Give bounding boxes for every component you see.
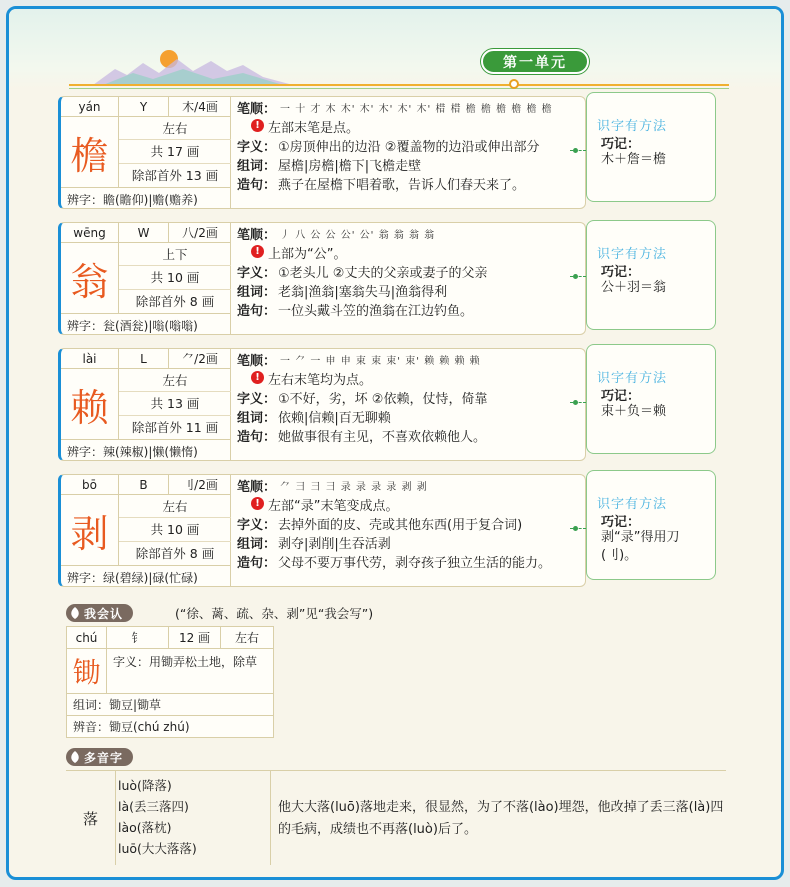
words-label: 组词： — [237, 537, 277, 552]
radical: 钅 — [107, 627, 169, 648]
char-structure-stack — [119, 369, 231, 439]
stroke-label: 笔顺： — [237, 480, 277, 495]
mountain-decoration-icon — [93, 41, 293, 87]
memo-label: 巧记： — [601, 137, 641, 152]
char-card-yan — [58, 96, 586, 209]
char-meta-row — [61, 475, 231, 495]
section-tag-label: 我会认 — [84, 606, 124, 621]
unit-badge: 第一单元 — [481, 49, 589, 74]
words: 剥夺|剥削|生吞活剥 — [278, 537, 391, 552]
connector-dot-icon — [573, 400, 578, 405]
except-radical: 除部首外 11 画 — [131, 420, 219, 436]
initial: Y — [119, 97, 169, 116]
char-info — [61, 475, 231, 586]
main-char: 赖 — [61, 369, 119, 439]
char-detail — [237, 478, 585, 573]
memo-formula: 剥“录”得用刀(刂)。 — [601, 530, 680, 563]
meaning: 去掉外面的皮、壳或其他东西(用于复合词) — [278, 518, 523, 533]
memo-title: 识字有方法 — [597, 371, 668, 386]
stroke-sequence: 一 ⺈ 一 申 申 束 束 束' 束' 赖 赖 赖 赖 — [280, 356, 481, 367]
memo-box — [586, 92, 716, 202]
char-card-weng — [58, 222, 586, 335]
sentence: 一位头戴斗笠的渔翁在江边钓鱼。 — [278, 304, 474, 319]
stroke-label: 笔顺： — [237, 228, 277, 243]
strokes-total: 共 17 画 — [119, 140, 231, 163]
words-label: 组词： — [237, 411, 277, 426]
char-detail — [237, 226, 585, 321]
main-char: 檐 — [61, 117, 119, 187]
except-radical: 除部首外 8 画 — [135, 294, 215, 310]
polyphone-sentence: 他大大落(luō)落地走来，很显然，为了不落(lào)埋怨，他改掉了丢三落(là)四的毛病，成绩也不再落(luò)后了。 — [278, 800, 724, 837]
radical: 刂/2画 — [182, 478, 218, 492]
memo-title: 识字有方法 — [597, 119, 668, 134]
radical: 八/2画 — [182, 226, 218, 240]
warning-icon: ! — [251, 245, 264, 258]
words: 老翁|渔翁|塞翁失马|渔翁得利 — [278, 285, 448, 300]
char-detail — [237, 352, 585, 447]
main-char: 锄 — [67, 649, 107, 693]
header-line — [69, 84, 729, 86]
structure: 左右 — [119, 117, 231, 140]
initial: W — [119, 223, 169, 242]
pinyin: chú — [67, 627, 107, 648]
char-structure-stack — [119, 495, 231, 565]
connector-dot-icon — [573, 526, 578, 531]
meaning-label: 字义： — [237, 266, 277, 281]
sentence-label: 造句： — [237, 178, 277, 193]
stroke-sequence: 一 十 才 木 木' 木' 木' 木' 木' 棤 棤 檐 檐 檐 檐 檐 檐 — [280, 104, 553, 115]
pinyin: yán — [61, 97, 119, 116]
memo-title: 识字有方法 — [597, 497, 668, 512]
polyphone-readings — [118, 775, 268, 859]
meaning: ①不好，劣，坏 ②依赖，仗恃，倚靠 — [278, 392, 488, 407]
warning-icon: ! — [251, 119, 264, 132]
char-structure-stack — [119, 243, 231, 313]
char-card-lai — [58, 348, 586, 461]
divider — [270, 771, 271, 865]
words: 组词：锄豆|锄草 — [67, 693, 273, 715]
char-info — [61, 223, 231, 334]
section-tag-label: 多音字 — [84, 750, 124, 765]
words: 屋檐|房檐|檐下|飞檐走壁 — [278, 159, 422, 174]
initial: L — [119, 349, 169, 368]
strokes-total: 12 画 — [169, 627, 221, 648]
memo-title: 识字有方法 — [597, 247, 668, 262]
warning-icon: ! — [251, 497, 264, 510]
meaning: ①房顶伸出的边沿 ②覆盖物的边沿或伸出部分 — [278, 140, 540, 155]
meaning: 字义：用锄弄松土地，除草 — [113, 655, 258, 669]
char-card-bo — [58, 474, 586, 587]
sentence-label: 造句： — [237, 304, 277, 319]
polyphone-char: 落 — [66, 771, 116, 865]
sentence: 父母不要万事代劳，剥夺孩子独立生活的能力。 — [278, 556, 552, 571]
char-meta-row — [61, 349, 231, 369]
reading-item: luò(降落) — [118, 778, 172, 793]
radical: ⺈/2画 — [182, 352, 218, 366]
memo-label: 巧记： — [601, 515, 641, 530]
sentence: 燕子在屋檐下唱着歌，告诉人们春天来了。 — [278, 178, 526, 193]
tip: 上部为“公”。 — [268, 247, 347, 262]
tip: 左部末笔是点。 — [268, 121, 360, 136]
structure: 左右 — [119, 369, 231, 392]
memo-label: 巧记： — [601, 389, 641, 404]
meaning: ①老头儿 ②丈夫的父亲或妻子的父亲 — [278, 266, 488, 281]
bianzi: 辨字：瞻(瞻仰)|赡(赡养) — [61, 187, 231, 210]
bianzi: 辨字：绿(碧绿)|碌(忙碌) — [61, 565, 231, 588]
reading-item: lào(落枕) — [118, 820, 172, 835]
memo-box — [586, 470, 716, 580]
structure: 左右 — [119, 495, 231, 518]
char-meta-row — [61, 223, 231, 243]
tip: 左部“录”末笔变成点。 — [268, 499, 399, 514]
reading-item: luō(大大落落) — [118, 841, 197, 856]
stroke-sequence: ⺈ ⺕ ⺕ 彐 录 录 录 录 剥 剥 — [280, 482, 428, 493]
meaning-label: 字义： — [237, 518, 277, 533]
pinyin: lài — [61, 349, 119, 368]
strokes-total: 共 10 画 — [119, 518, 231, 541]
meaning-label: 字义： — [237, 392, 277, 407]
reading-item: là(丢三落四) — [118, 799, 189, 814]
section-note: (“徐、蓠、疏、杂、剥”见“我会写”) — [175, 606, 374, 621]
connector-dot-icon — [573, 274, 578, 279]
section-tag-poly — [66, 748, 133, 766]
stroke-label: 笔顺： — [237, 354, 277, 369]
connector-dot-icon — [573, 148, 578, 153]
main-char: 剥 — [61, 495, 119, 565]
pronounce: 辨音：锄豆(chú zhú) — [67, 715, 273, 737]
main-char: 翁 — [61, 243, 119, 313]
radical: 木/4画 — [182, 100, 218, 114]
polyphone-table — [66, 770, 726, 864]
initial: B — [119, 475, 169, 494]
pinyin: wēng — [61, 223, 119, 242]
char-info — [61, 97, 231, 208]
leaf-icon — [70, 751, 80, 763]
leaf-icon — [70, 607, 80, 619]
char-card-chu — [66, 626, 274, 738]
warning-icon: ! — [251, 371, 264, 384]
pinyin: bō — [61, 475, 119, 494]
header-line-secondary — [69, 88, 729, 89]
memo-formula: 公＋羽＝翁 — [601, 280, 667, 295]
memo-box — [586, 344, 716, 454]
memo-formula: 束＋负＝赖 — [601, 404, 667, 419]
sentence-label: 造句： — [237, 430, 277, 445]
char-info — [61, 349, 231, 460]
bianzi: 辨字：辣(辣椒)|懒(懒惰) — [61, 439, 231, 462]
char-meta-row — [67, 627, 273, 649]
words: 依赖|信赖|百无聊赖 — [278, 411, 391, 426]
char-detail — [237, 100, 585, 195]
stroke-label: 笔顺： — [237, 102, 277, 117]
sentence-label: 造句： — [237, 556, 277, 571]
structure: 左右 — [234, 631, 259, 645]
unit-dot-icon — [509, 79, 519, 89]
memo-box — [586, 220, 716, 330]
section-tag-know — [66, 604, 133, 622]
tip: 左右末笔均为点。 — [268, 373, 373, 388]
sentence: 她做事很有主见，不喜欢依赖他人。 — [278, 430, 487, 445]
memo-formula: 木＋詹＝檐 — [601, 152, 667, 167]
words-label: 组词： — [237, 159, 277, 174]
meaning-label: 字义： — [237, 140, 277, 155]
strokes-total: 共 10 画 — [119, 266, 231, 289]
structure: 上下 — [119, 243, 231, 266]
char-structure-stack — [119, 117, 231, 187]
char-meta-row — [61, 97, 231, 117]
except-radical: 除部首外 8 画 — [135, 546, 215, 562]
bianzi: 辨字：瓮(酒瓮)|嗡(嗡嗡) — [61, 313, 231, 336]
words-label: 组词： — [237, 285, 277, 300]
except-radical: 除部首外 13 画 — [131, 168, 219, 184]
strokes-total: 共 13 画 — [119, 392, 231, 415]
stroke-sequence: 丿 八 公 公 公' 公' 翁 翁 翁 翁 — [280, 230, 436, 241]
memo-label: 巧记： — [601, 265, 641, 280]
